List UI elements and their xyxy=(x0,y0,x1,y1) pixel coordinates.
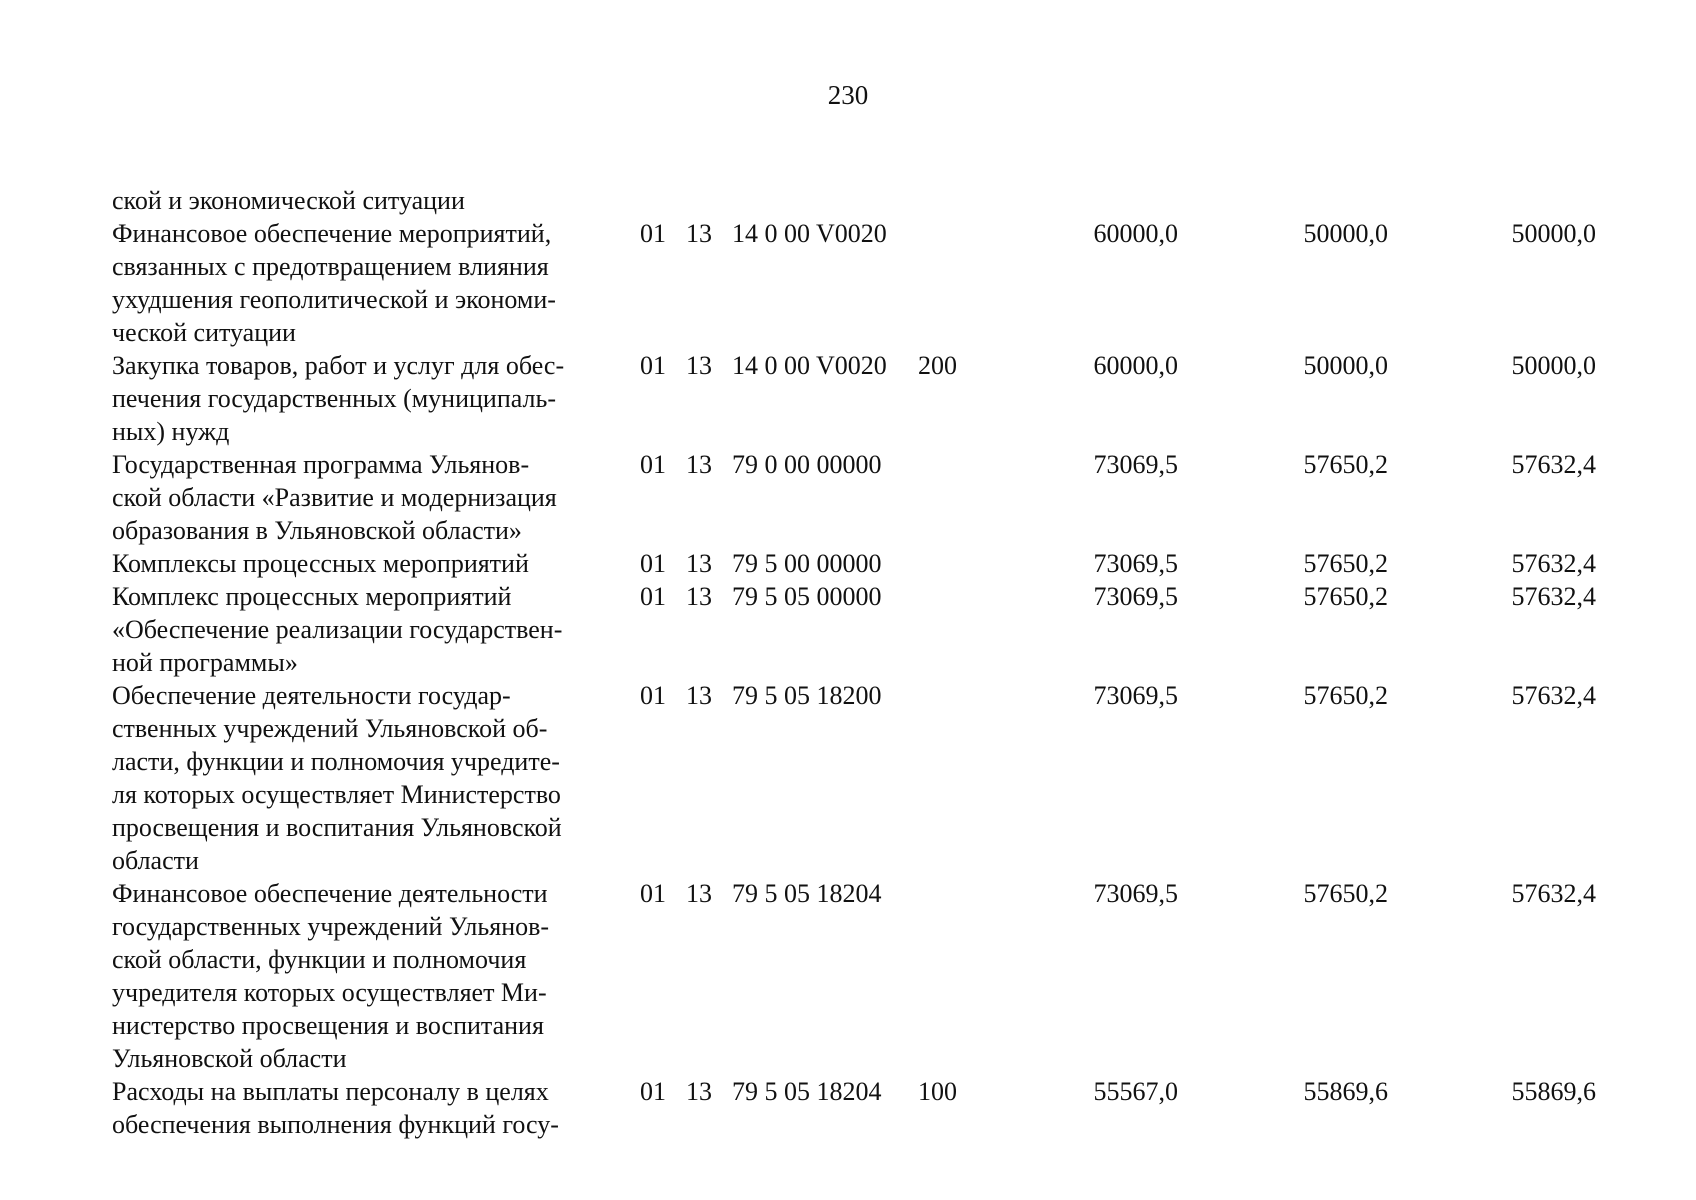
section-code: 01 xyxy=(640,1077,666,1106)
amount-year-3: 55869,6 xyxy=(1511,1077,1596,1106)
description-line: Обеспечение деятельности государ- xyxy=(112,681,511,710)
row-description xyxy=(112,877,624,1075)
subsection-code: 13 xyxy=(686,582,712,611)
row-description xyxy=(112,217,624,349)
description-line: Финансовое обеспечение деятельности xyxy=(112,879,548,908)
table-row xyxy=(112,349,1596,448)
amount-year-1: 73069,5 xyxy=(1093,549,1178,578)
subsection-code: 13 xyxy=(686,219,712,248)
amount-year-2: 50000,0 xyxy=(1303,219,1388,248)
amount-year-3: 50000,0 xyxy=(1511,219,1596,248)
section-code: 01 xyxy=(640,219,666,248)
amount-year-2: 57650,2 xyxy=(1303,549,1388,578)
target-article-code: 79 5 05 18204 xyxy=(732,879,882,908)
target-article-code: 79 0 00 00000 xyxy=(732,450,882,479)
amount-year-1: 73069,5 xyxy=(1093,681,1178,710)
description-line: Расходы на выплаты персоналу в целях xyxy=(112,1077,549,1106)
amount-year-2: 57650,2 xyxy=(1303,582,1388,611)
table-row xyxy=(112,184,1572,217)
description-line: ческой ситуации xyxy=(112,318,296,347)
description-line: ля которых осуществляет Министерство xyxy=(112,780,561,809)
budget-table xyxy=(112,184,1596,1141)
description-line: образования в Ульяновской области» xyxy=(112,516,522,545)
description-line: Ульяновской области xyxy=(112,1044,347,1073)
subsection-code: 13 xyxy=(686,450,712,479)
description-line: нистерство просвещения и воспитания xyxy=(112,1011,544,1040)
table-row xyxy=(112,448,1596,547)
target-article-code: 79 5 05 00000 xyxy=(732,582,882,611)
description-line: ласти, функции и полномочия учредите- xyxy=(112,747,560,776)
description-line: ской и экономической ситуации xyxy=(112,186,465,215)
amount-year-3: 57632,4 xyxy=(1511,681,1596,710)
expense-type-code: 200 xyxy=(918,351,957,380)
table-row xyxy=(112,217,1596,349)
description-line: «Обеспечение реализации государствен- xyxy=(112,615,563,644)
amount-year-3: 57632,4 xyxy=(1511,582,1596,611)
row-description xyxy=(112,1075,624,1141)
description-line: обеспечения выполнения функций госу- xyxy=(112,1110,559,1139)
table-row xyxy=(112,580,1596,679)
description-line: государственных учреждений Ульянов- xyxy=(112,912,550,941)
table-row xyxy=(112,547,1596,580)
amount-year-1: 60000,0 xyxy=(1093,351,1178,380)
amount-year-1: 73069,5 xyxy=(1093,879,1178,908)
amount-year-3: 57632,4 xyxy=(1511,549,1596,578)
subsection-code: 13 xyxy=(686,879,712,908)
row-description xyxy=(112,547,624,580)
subsection-code: 13 xyxy=(686,549,712,578)
description-line: печения государственных (муниципаль- xyxy=(112,384,557,413)
amount-year-2: 50000,0 xyxy=(1303,351,1388,380)
description-line: Финансовое обеспечение мероприятий, xyxy=(112,219,552,248)
row-description xyxy=(112,580,624,679)
amount-year-3: 50000,0 xyxy=(1511,351,1596,380)
target-article-code: 14 0 00 V0020 xyxy=(732,219,887,248)
page-number: 230 xyxy=(827,80,869,110)
amount-year-2: 57650,2 xyxy=(1303,450,1388,479)
section-code: 01 xyxy=(640,549,666,578)
table-row xyxy=(112,679,1596,877)
description-line: просвещения и воспитания Ульяновской xyxy=(112,813,562,842)
target-article-code: 79 5 05 18204 xyxy=(732,1077,882,1106)
target-article-code: 79 5 00 00000 xyxy=(732,549,882,578)
section-code: 01 xyxy=(640,681,666,710)
table-row xyxy=(112,1075,1596,1141)
description-line: связанных с предотвращением влияния xyxy=(112,252,549,281)
target-article-code: 14 0 00 V0020 xyxy=(732,351,887,380)
row-description xyxy=(112,349,624,448)
amount-year-3: 57632,4 xyxy=(1511,450,1596,479)
amount-year-2: 57650,2 xyxy=(1303,879,1388,908)
description-line: Государственная программа Ульянов- xyxy=(112,450,530,479)
amount-year-1: 73069,5 xyxy=(1093,582,1178,611)
amount-year-2: 57650,2 xyxy=(1303,681,1388,710)
description-line: ных) нужд xyxy=(112,417,230,446)
description-line: ственных учреждений Ульяновской об- xyxy=(112,714,548,743)
subsection-code: 13 xyxy=(686,1077,712,1106)
target-article-code: 79 5 05 18200 xyxy=(732,681,882,710)
section-code: 01 xyxy=(640,879,666,908)
description-line: ной программы» xyxy=(112,648,298,677)
section-code: 01 xyxy=(640,582,666,611)
expense-type-code: 100 xyxy=(918,1077,957,1106)
description-line: области xyxy=(112,846,199,875)
row-description xyxy=(112,448,624,547)
section-code: 01 xyxy=(640,351,666,380)
description-line: Комплекс процессных мероприятий xyxy=(112,582,512,611)
subsection-code: 13 xyxy=(686,351,712,380)
description-line: Закупка товаров, работ и услуг для обес- xyxy=(112,351,565,380)
row-description xyxy=(112,679,624,877)
amount-year-2: 55869,6 xyxy=(1303,1077,1388,1106)
row-description xyxy=(112,184,624,217)
description-line: ской области, функции и полномочия xyxy=(112,945,527,974)
table-row xyxy=(112,877,1596,1075)
description-line: Комплексы процессных мероприятий xyxy=(112,549,529,578)
amount-year-1: 73069,5 xyxy=(1093,450,1178,479)
description-line: ской области «Развитие и модернизация xyxy=(112,483,557,512)
amount-year-1: 55567,0 xyxy=(1093,1077,1178,1106)
description-line: учредителя которых осуществляет Ми- xyxy=(112,978,547,1007)
section-code: 01 xyxy=(640,450,666,479)
amount-year-3: 57632,4 xyxy=(1511,879,1596,908)
description-line: ухудшения геополитической и экономи- xyxy=(112,285,556,314)
subsection-code: 13 xyxy=(686,681,712,710)
amount-year-1: 60000,0 xyxy=(1093,219,1178,248)
